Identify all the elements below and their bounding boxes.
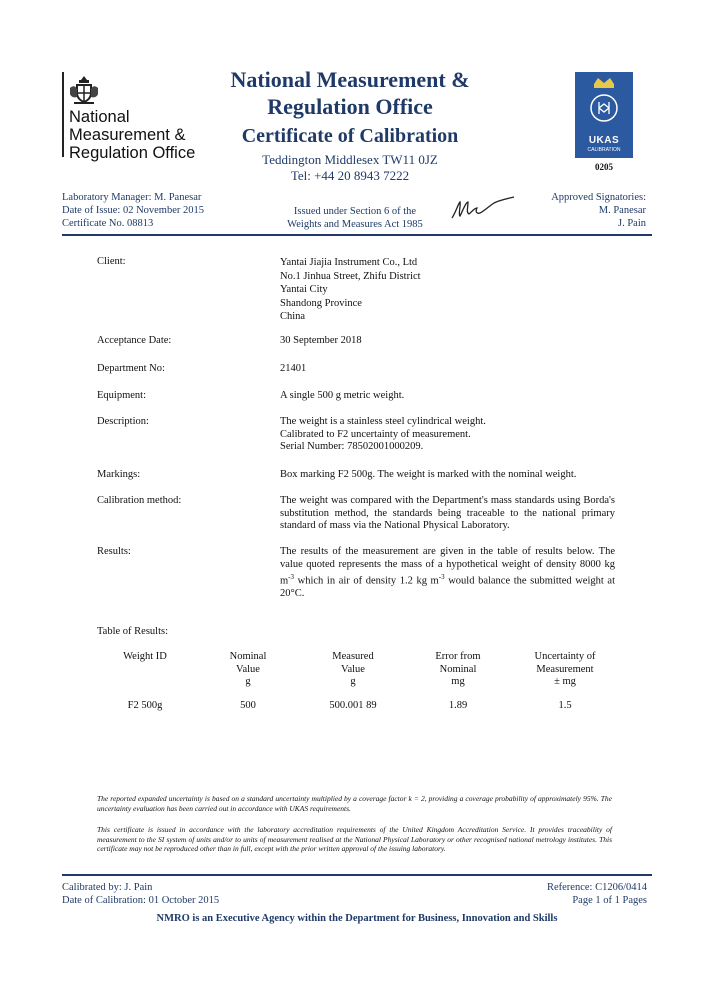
equipment-label: Equipment: bbox=[97, 390, 146, 401]
agency-statement: NMRO is an Executive Agency within the Department for Business, Innovation and Skills bbox=[156, 913, 558, 924]
department-value: 21401 bbox=[280, 363, 307, 374]
page-title bbox=[180, 66, 520, 120]
header-line: g bbox=[350, 676, 356, 687]
ukas-number: 0205 bbox=[595, 162, 613, 172]
royal-crest-icon bbox=[68, 74, 100, 106]
table-cell: 500 bbox=[240, 700, 256, 711]
certificate-number: Certificate No. 08813 bbox=[62, 218, 154, 229]
client-line: Shandong Province bbox=[280, 297, 362, 309]
date-of-issue: Date of Issue: 02 November 2015 bbox=[62, 205, 205, 216]
header-line: mg bbox=[451, 676, 465, 687]
header-line: Uncertainty of bbox=[534, 651, 596, 662]
header-line: Measured bbox=[332, 651, 374, 662]
signatories bbox=[520, 191, 646, 230]
client-value bbox=[280, 256, 615, 324]
calibration-method-value: The weight was compared with the Department's mass standards using Borda's substitution method, the standards being traceable to the national primary standard of mass via the National Physical Laboratory. bbox=[280, 495, 615, 531]
header-line: Nominal bbox=[439, 663, 477, 675]
table-header-uncertainty bbox=[510, 651, 620, 689]
table-label: Table of Results: bbox=[97, 626, 169, 637]
telephone: Tel: +44 20 8943 7222 bbox=[290, 168, 410, 183]
header-line: Measurement bbox=[536, 663, 594, 675]
department-label: Department No: bbox=[97, 363, 165, 374]
results-text: which in air of density 1.2 kg m bbox=[294, 575, 439, 587]
calibration-method-label: Calibration method: bbox=[97, 495, 182, 506]
client-line: No.1 Jinhua Street, Zhifu District bbox=[280, 270, 421, 282]
results-label: Results: bbox=[97, 546, 131, 557]
description-line: Serial Number: 78502001000209. bbox=[280, 441, 424, 452]
calibration-info bbox=[62, 881, 219, 907]
header-line: Nominal bbox=[229, 651, 267, 662]
org-name-line: National bbox=[69, 108, 130, 126]
reference-info bbox=[460, 881, 647, 907]
results-superscript: -3 bbox=[288, 573, 295, 581]
client-line: China bbox=[280, 311, 306, 322]
acceptance-date-value: 30 September 2018 bbox=[280, 335, 362, 346]
signatory: M. Panesar bbox=[598, 205, 646, 216]
header-divider bbox=[62, 234, 652, 236]
certificate-subtitle: Certificate of Calibration bbox=[241, 125, 459, 147]
table-header-error bbox=[413, 651, 503, 689]
client-label: Client: bbox=[97, 256, 126, 267]
table-header-weight-id bbox=[100, 651, 190, 664]
markings-label: Markings: bbox=[97, 469, 141, 480]
header-line: g bbox=[245, 676, 251, 687]
client-line: Yantai City bbox=[280, 284, 328, 295]
table-cell: 1.89 bbox=[448, 700, 468, 711]
act-reference bbox=[270, 205, 440, 231]
description-value bbox=[280, 416, 615, 454]
header-line: Error from bbox=[435, 651, 481, 662]
table-header-nominal bbox=[203, 651, 293, 689]
header-line: Weight ID bbox=[123, 651, 167, 662]
address-block bbox=[180, 152, 520, 184]
uncertainty-note: The reported expanded uncertainty is based on a standard uncertainty multiplied by a coverage factor k = 2, providing a coverage probability of approximately 95%. The uncertainty evaluation has been carried out in accordance with UKAS requirements. bbox=[97, 794, 612, 813]
results-value bbox=[280, 546, 615, 601]
accreditation-note: This certificate is issued in accordance with the laboratory accreditation requirements of the United Kingdom Accreditation Service. It provides traceability of measurement to the SI system of units and/or to units of measurement realised at the National Physical Laboratory or other recognised national metrology institutes. This certificate may not be reproduced other than in full, except with the prior written approval of the issuing laboratory. bbox=[97, 825, 612, 853]
description-line: The weight is a stainless steel cylindrical weight. bbox=[280, 416, 486, 427]
page-number: Page 1 of 1 Pages bbox=[572, 895, 647, 906]
ukas-calibration: CALIBRATION bbox=[587, 147, 621, 153]
results-text: The results of the measurement are given in the table of results below. The value quoted represents the mass of a hypothetical weight of density 8000 kg m bbox=[280, 546, 615, 587]
crown-icon bbox=[575, 72, 633, 132]
title-line: Regulation Office bbox=[267, 94, 433, 119]
table-header-measured bbox=[308, 651, 398, 689]
results-superscript: -3 bbox=[438, 573, 445, 581]
description-line: Calibrated to F2 uncertainty of measurement. bbox=[280, 428, 471, 440]
client-line: Yantai Jiajia Instrument Co., Ltd bbox=[280, 257, 418, 268]
header-line: Value bbox=[341, 663, 365, 675]
issue-info bbox=[62, 191, 204, 230]
signatory: J. Pain bbox=[617, 218, 646, 229]
org-name bbox=[69, 108, 195, 162]
title-line: National Measurement & bbox=[230, 67, 470, 92]
org-name-line: Regulation Office bbox=[69, 144, 196, 162]
markings-value: Box marking F2 500g. The weight is marked with the nominal weight. bbox=[280, 469, 577, 480]
description-label: Description: bbox=[97, 416, 149, 427]
calibrated-by: Calibrated by: J. Pain bbox=[62, 882, 153, 893]
table-cell: F2 500g bbox=[127, 700, 163, 711]
act-line: Issued under Section 6 of the bbox=[293, 206, 417, 217]
logo-divider bbox=[62, 72, 64, 157]
equipment-value: A single 500 g metric weight. bbox=[280, 390, 405, 401]
header-line: ± mg bbox=[554, 676, 576, 687]
table-cell: 500.001 89 bbox=[329, 700, 377, 711]
reference: Reference: C1206/0414 bbox=[546, 882, 647, 893]
date-of-calibration: Date of Calibration: 01 October 2015 bbox=[62, 895, 220, 906]
table-cell: 1.5 bbox=[558, 700, 572, 711]
ukas-text: UKAS bbox=[588, 135, 620, 146]
footer-divider bbox=[62, 874, 652, 876]
results-text: would balance the submitted weight at 20°C. bbox=[280, 575, 615, 599]
header-line: Value bbox=[236, 663, 260, 675]
address: Teddington Middlesex TW11 0JZ bbox=[262, 152, 438, 167]
acceptance-date-label: Acceptance Date: bbox=[97, 335, 172, 346]
lab-manager: Laboratory Manager: M. Panesar bbox=[62, 192, 202, 203]
act-line: Weights and Measures Act 1985 bbox=[287, 219, 423, 230]
signatories-label: Approved Signatories: bbox=[551, 192, 646, 203]
signature-image bbox=[450, 196, 516, 222]
org-name-line: Measurement & bbox=[69, 126, 186, 144]
